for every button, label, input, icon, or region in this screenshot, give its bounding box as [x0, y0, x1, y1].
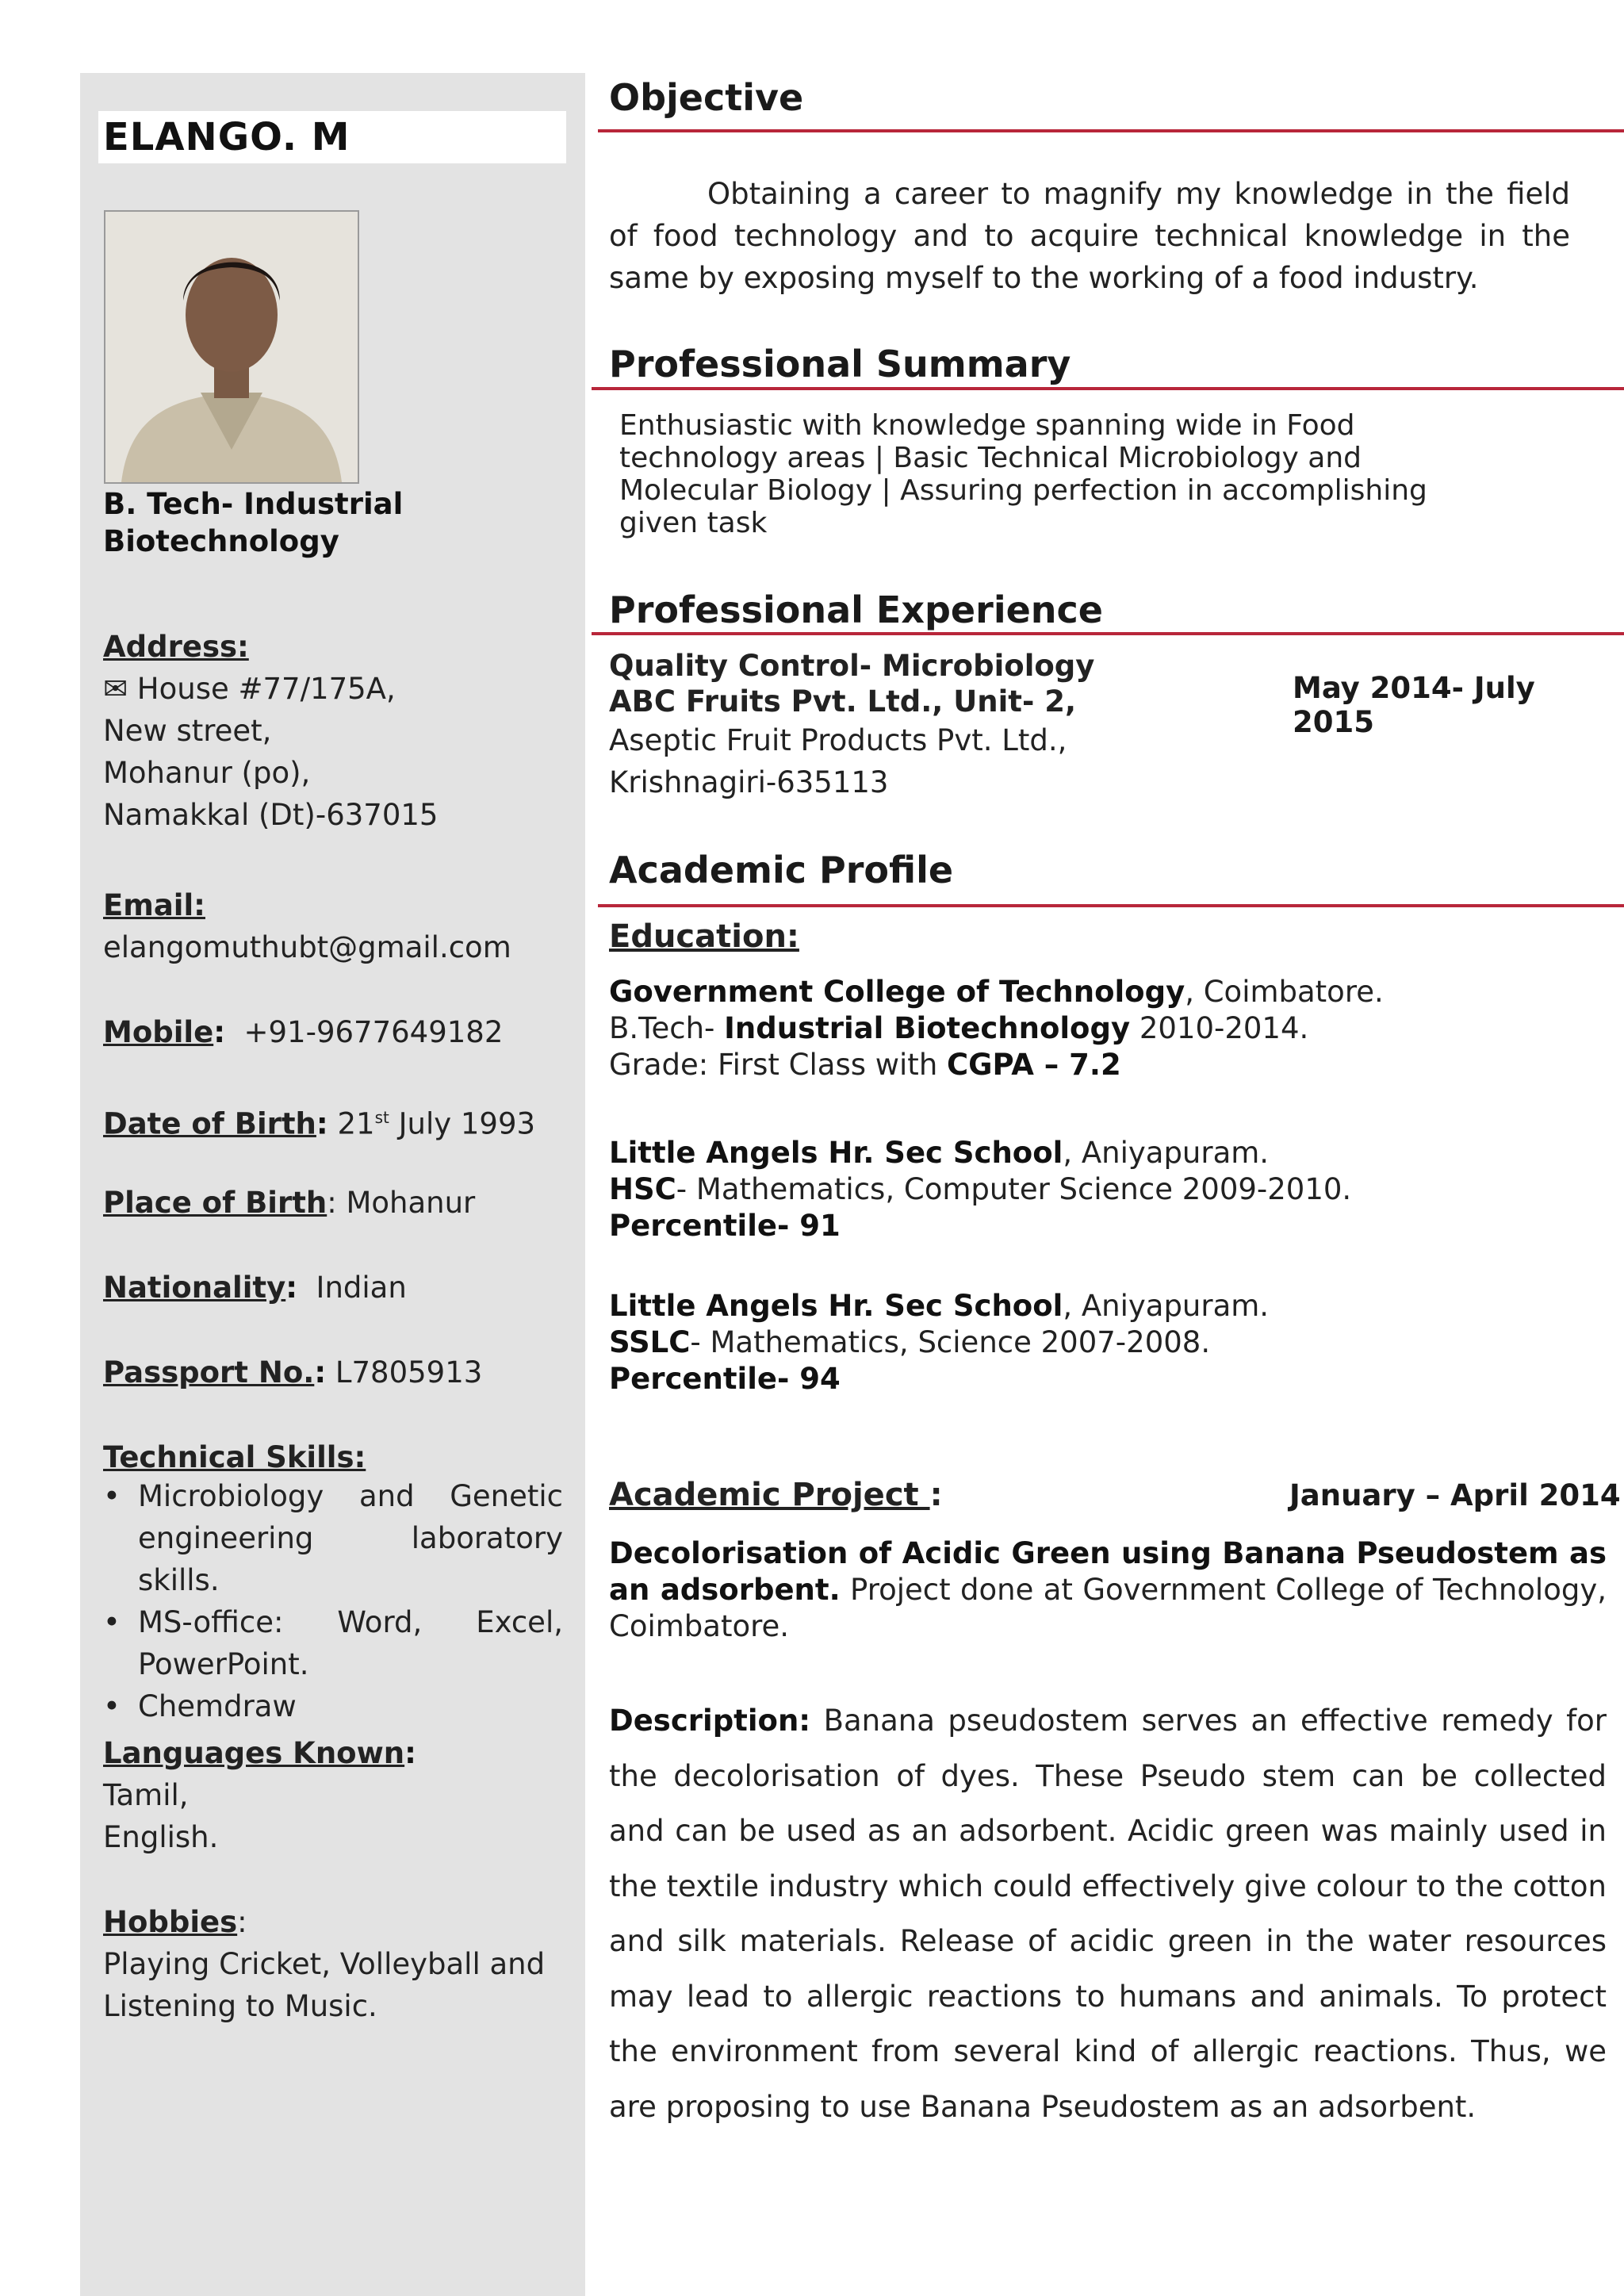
- skills-label: Technical Skills:: [103, 1440, 366, 1474]
- summary-title: Professional Summary: [609, 343, 1071, 385]
- summary-text: Enthusiastic with knowledge spanning wide in Food technology areas | Basic Technical Microbiology and Molecular Biology | Assuring perfection in accomplishing given task: [619, 409, 1427, 539]
- experience-dates: May 2014- July 2015: [1293, 671, 1535, 739]
- academic-title: Academic Profile: [609, 849, 954, 891]
- experience-details: Quality Control- Microbiology ABC Fruits Pvt. Ltd., Unit- 2, Aseptic Fruit Products Pvt. Ltd., Krishnagiri-635113: [609, 649, 1095, 799]
- profile-photo: [104, 210, 359, 484]
- project-description: Description: Banana pseudostem serves an effective remedy for the decolorisation of dyes. These Pseudo stem can be collected and can be used as an adsorbent. Acidic green was mainly used in the textile industry which could effectively give colour to the cotton and silk materials. Release of acidic green in the water resources may lead to allergic reactions to humans and animals. To protect the environment from several kind of allergic reactions. Thus, we are proposing to use Banana Pseudostem as an adsorbent.: [609, 1704, 1607, 2124]
- education-entry-hsc: Little Angels Hr. Sec School, Aniyapuram. HSC- Mathematics, Computer Science 2009-2010. Percentile- 91: [609, 1136, 1352, 1243]
- mobile-value: +91-9677649182: [243, 1015, 504, 1049]
- address-block: Address: ✉ House #77/175A, New street, Mohanur (po), Namakkal (Dt)-637015: [103, 626, 438, 836]
- list-item: • Microbiology and Genetic engineering laboratory skills.: [103, 1475, 563, 1601]
- education-label: Education:: [609, 918, 799, 955]
- email-block: [103, 884, 511, 968]
- email-label: Email:: [103, 888, 205, 922]
- skills-list: [103, 1475, 563, 1727]
- list-item: • Chemdraw: [103, 1685, 563, 1727]
- degree: B. Tech- Industrial Biotechnology: [103, 487, 404, 558]
- candidate-name: ELANGO. M: [98, 111, 566, 163]
- project-name: Decolorisation of Acidic Green using Banana Pseudostem as an adsorbent. Project done at Government College of Technology, Coimbatore.: [609, 1536, 1607, 1643]
- objective-title: Objective: [609, 76, 804, 119]
- education-entry-sslc: Little Angels Hr. Sec School, Aniyapuram. SSLC- Mathematics, Science 2007-2008. Percentile- 94: [609, 1289, 1270, 1396]
- address-label: Address:: [103, 630, 249, 664]
- education-entry-college: Government College of Technology, Coimbatore. B.Tech- Industrial Biotechnology 2010-2014. Grade: First Class with CGPA – 7.2: [609, 975, 1384, 1082]
- mobile-row: Mobile: +91-9677649182: [103, 1015, 504, 1049]
- list-item: • MS-office: Word, Excel, PowerPoint.: [103, 1601, 563, 1685]
- passport-row: Passport No.: L7805913: [103, 1355, 483, 1389]
- project-title: Academic Project :: [609, 1477, 943, 1513]
- experience-title: Professional Experience: [609, 588, 1103, 631]
- objective-text: Obtaining a career to magnify my knowledge in the field of food technology and to acquire technical knowledge in the same by exposing myself to the working of a food industry.: [609, 177, 1570, 295]
- languages-block: Languages Known: Tamil, English.: [103, 1736, 416, 1854]
- project-dates: January – April 2014: [1289, 1478, 1621, 1512]
- envelope-icon: ✉: [103, 672, 128, 706]
- section-rule: [592, 632, 1624, 635]
- section-rule: [592, 387, 1624, 390]
- nationality-row: Nationality: Indian: [103, 1271, 407, 1305]
- hobbies-block: Hobbies: Playing Cricket, Volleyball and Listening to Music.: [103, 1905, 546, 2023]
- section-rule: [598, 129, 1624, 132]
- person-silhouette-icon: [105, 212, 358, 482]
- dob-row: Date of Birth: 21st July 1993: [103, 1106, 536, 1141]
- email-value[interactable]: elangomuthubt@gmail.com: [103, 930, 511, 964]
- section-rule: [598, 904, 1624, 907]
- pob-row: Place of Birth: Mohanur: [103, 1186, 476, 1220]
